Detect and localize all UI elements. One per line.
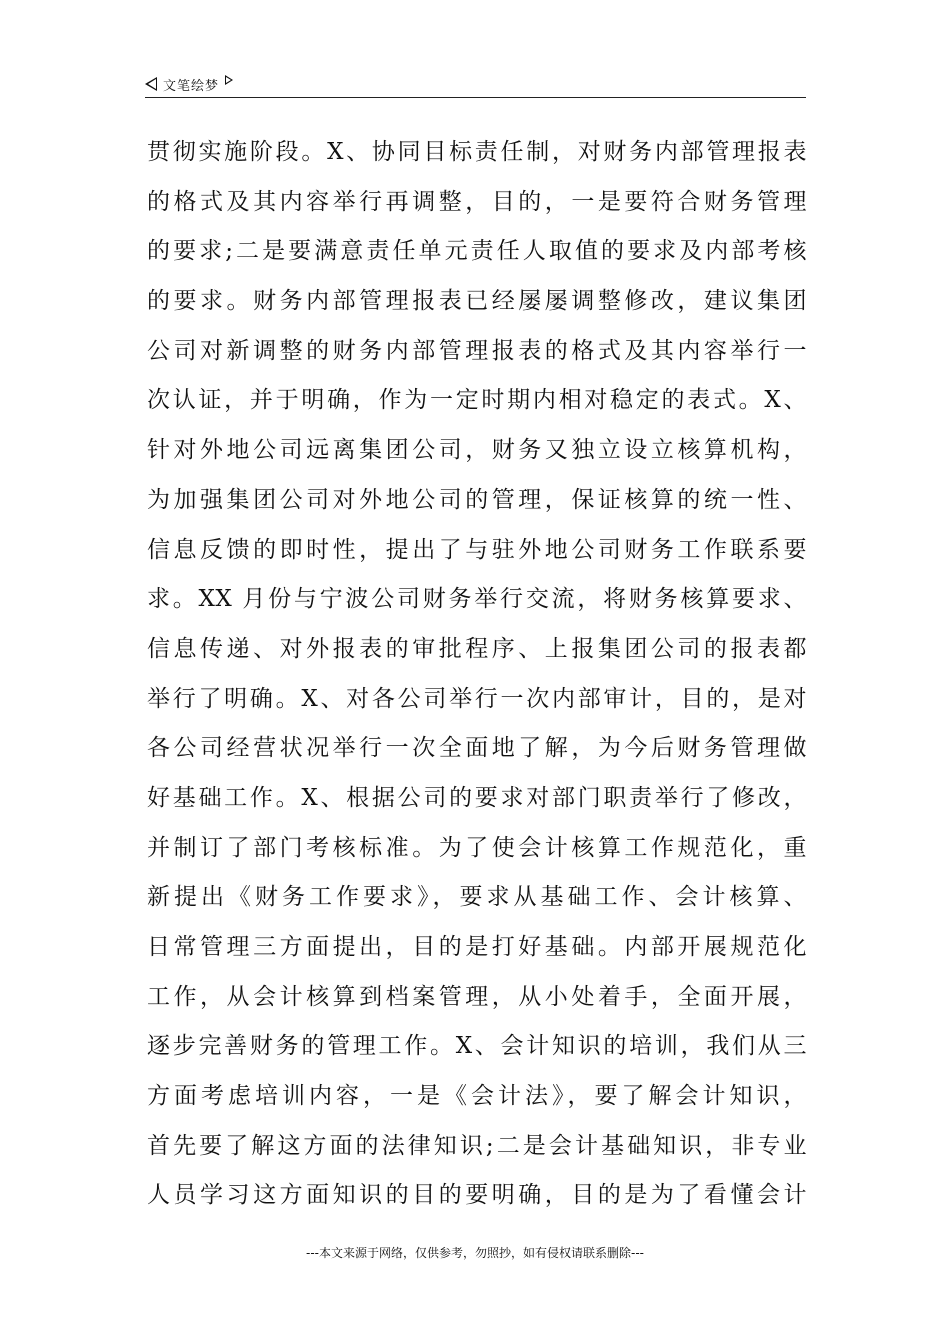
body-line: 信息反馈的即时性，提出了与驻外地公司财务工作联系要 — [147, 536, 807, 563]
body-line: 的格式及其内容举行再调整，目的，一是要符合财务管理 — [147, 188, 807, 215]
body-line: 人员学习这方面知识的目的要明确，目的是为了看懂会计 — [147, 1182, 807, 1209]
body-line: 各公司经营状况举行一次全面地了解，为今后财务管理做 — [147, 735, 807, 762]
body-line: 为加强集团公司对外地公司的管理，保证核算的统一性、 — [147, 486, 807, 513]
body-line: 方面考虑培训内容，一是《会计法》，要了解会计知识， — [147, 1083, 807, 1110]
document-body — [147, 128, 807, 1221]
body-line: 针对外地公司远离集团公司，财务又独立设立核算机构， — [147, 437, 807, 464]
body-line: 的要求;二是要满意责任单元责任人取值的要求及内部考核 — [147, 238, 807, 265]
body-line: 逐步完善财务的管理工作。X、会计知识的培训，我们从三 — [147, 1033, 807, 1060]
body-line: 好基础工作。X、根据公司的要求对部门职责举行了修改， — [147, 784, 807, 811]
body-line: 求。XX 月份与宁波公司财务举行交流，将财务核算要求、 — [147, 586, 807, 613]
body-line: 信息传递、对外报表的审批程序、上报集团公司的报表都 — [147, 635, 807, 662]
body-line: 的要求。财务内部管理报表已经屡屡调整修改，建议集团 — [147, 288, 807, 315]
body-line: 贯彻实施阶段。X、协同目标责任制，对财务内部管理报表 — [147, 139, 807, 165]
body-line: 公司对新调整的财务内部管理报表的格式及其内容举行一 — [147, 337, 807, 364]
triangle-right-icon — [225, 75, 233, 85]
page-header — [145, 74, 806, 98]
footer-notice: ---本文来源于网络，仅供参考，勿照抄，如有侵权请联系删除--- — [306, 1246, 644, 1260]
body-line: 日常管理三方面提出，目的是打好基础。内部开展规范化 — [147, 934, 807, 960]
triangle-left-icon — [145, 77, 157, 91]
header-brand: 文笔绘梦 — [163, 78, 220, 94]
header-brand-group — [145, 74, 233, 94]
body-line: 举行了明确。X、对各公司举行一次内部审计，目的，是对 — [147, 685, 807, 712]
body-line: 次认证，并于明确，作为一定时期内相对稳定的表式。X、 — [147, 387, 807, 414]
body-line: 并制订了部门考核标准。为了使会计核算工作规范化，重 — [147, 834, 807, 861]
body-line: 首先要了解这方面的法律知识;二是会计基础知识，非专业 — [147, 1132, 807, 1159]
body-line: 新提出《财务工作要求》，要求从基础工作、会计核算、 — [147, 884, 807, 911]
body-line: 工作，从会计核算到档案管理，从小处着手，全面开展， — [147, 983, 807, 1010]
